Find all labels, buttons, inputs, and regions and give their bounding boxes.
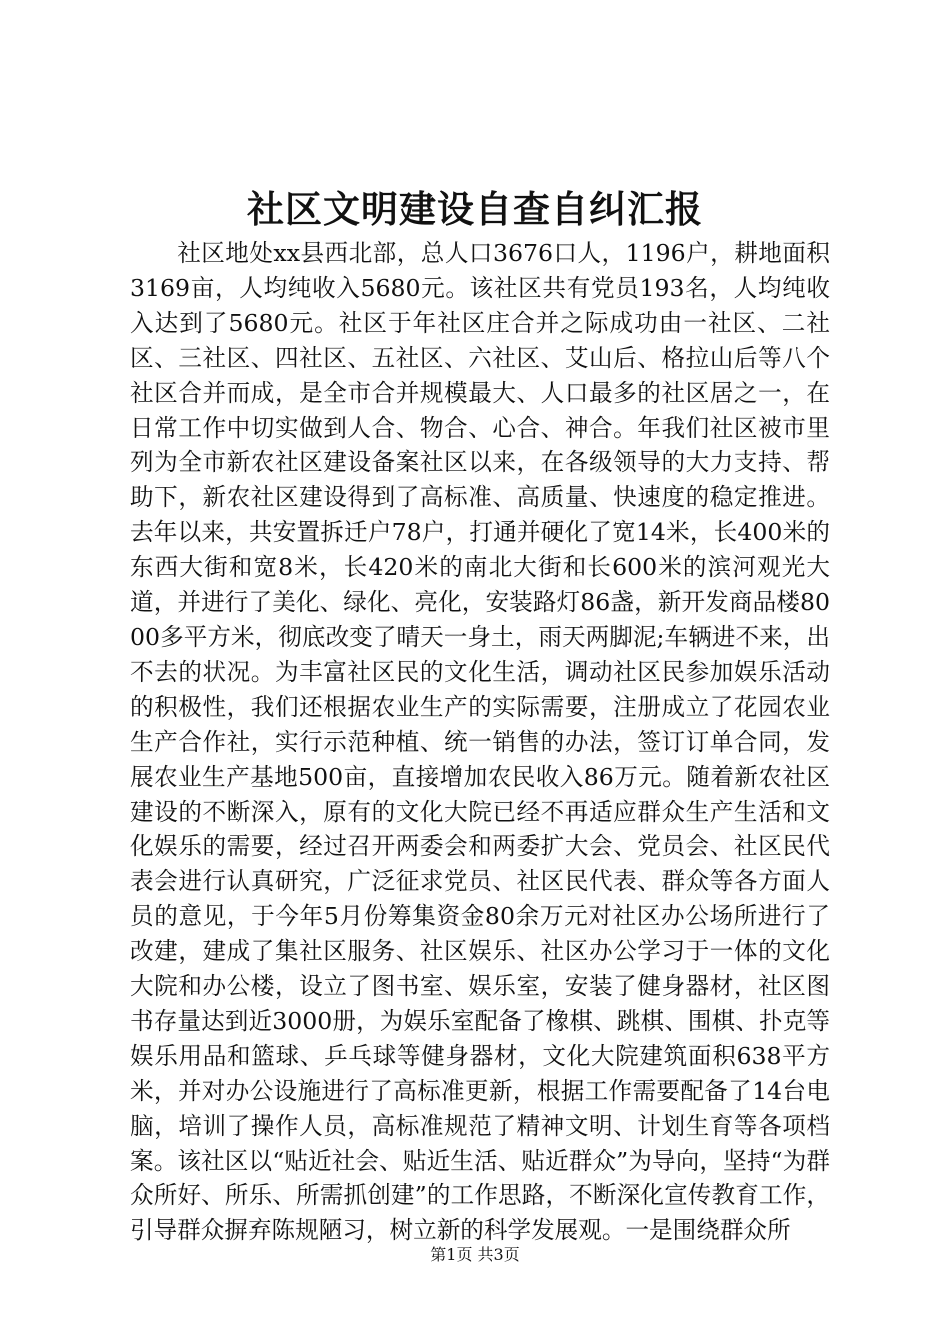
document-body-paragraph: 社区地处xx县西北部，总人口3676口人，1196户，耕地面积3169亩，人均纯收入5680元。该社区共有党员193名，人均纯收入达到了5680元。社区于年社区庄合并之际成功由一社区、二社区、三社区、四社区、五社区、六社区、艾山后、格拉山后等八个社区合并而成，是全市合并规模最大、人口最多的社区居之一，在日常工作中切实做到人合、物合、心合、神合。年我们社区被市里列为全市新农社区建设备案社区以来，在各级领导的大力支持、帮助下，新农社区建设得到了高标准、高质量、快速度的稳定推进。去年以来，共安置拆迁户78户，打通并硬化了宽14米，长400米的东西大街和宽8米，长420米的南北大街和长600米的滨河观光大道，并进行了美化、绿化、亮化，安装路灯86盏，新开发商品楼8000多平方米，彻底改变了晴天一身土，雨天两脚泥;车辆进不来，出不去的状况。为丰富社区民的文化生活，调动社区民参加娱乐活动的积极性，我们还根据农业生产的实际需要，注册成立了花园农业生产合作社，实行示范种植、统一销售的办法，签订订单合同，发展农业生产基地500亩，直接增加农民收入86万元。随着新农社区建设的不断深入，原有的文化大院已经不再适应群众生产生活和文化娱乐的需要，经过召开两委会和两委扩大会、党员会、社区民代表会进行认真研究，广泛征求党员、社区民代表、群众等各方面人员的意见，于今年5月份筹集资金80余万元对社区办公场所进行了改建，建成了集社区服务、社区娱乐、社区办公学习于一体的文化大院和办公楼，设立了图书室、娱乐室，安装了健身器材，社区图书存量达到近3000册，为娱乐室配备了橡棋、跳棋、围棋、扑克等娱乐用品和篮球、乒乓球等健身器材，文化大院建筑面积638平方米，并对办公设施进行了高标准更新，根据工作需要配备了14台电脑，培训了操作人员，高标准规范了精神文明、计划生育等各项档案。该社区以“贴近社会、贴近生活、贴近群众”为导向，坚持“为群众所好、所乐、所需抓创建”的工作思路，不断深化宣传教育工作，引导群众摒弃陈规陋习，树立新的科学发展观。一是围绕群众所 [130, 239, 830, 1245]
document-title: 社区文明建设自查自纠汇报 [247, 187, 703, 231]
page-indicator: 第1页 共3页 [430, 1245, 520, 1264]
